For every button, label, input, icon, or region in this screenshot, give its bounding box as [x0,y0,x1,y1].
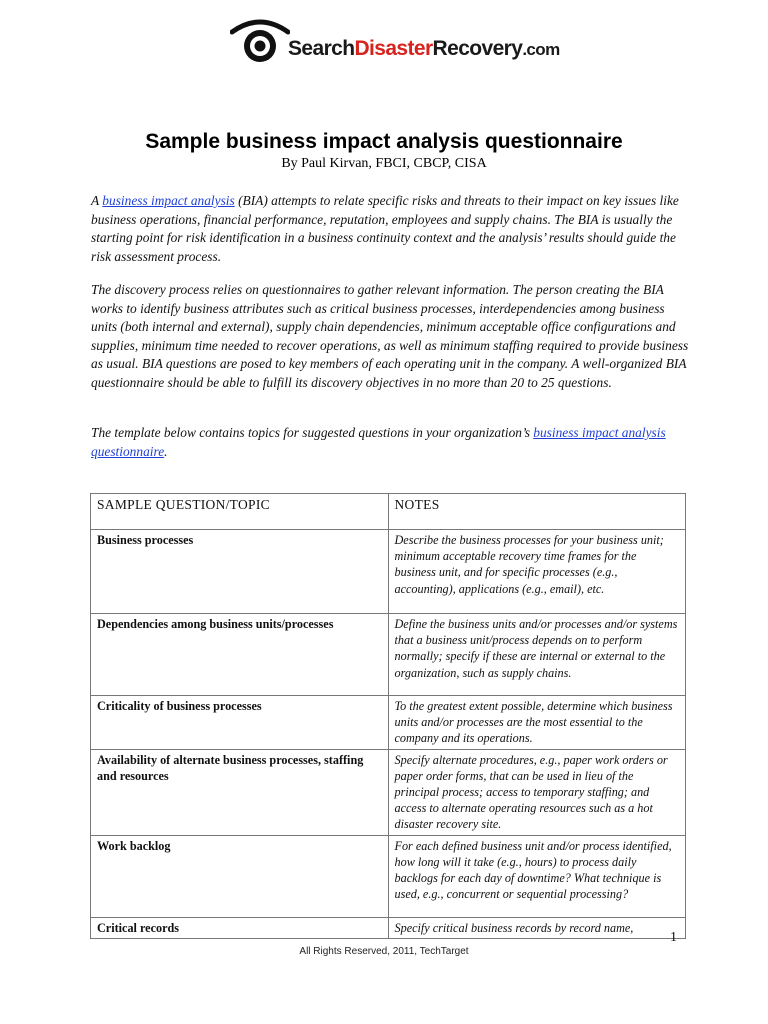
logo-text-search: Search [288,37,355,60]
topic-cell: Critical records [91,917,389,938]
table-row [91,614,686,696]
template-period: . [164,443,168,459]
topic-cell: Work backlog [91,835,389,917]
table-row [91,696,686,750]
bia-link[interactable]: business impact analysis [102,193,235,208]
table-row [91,749,686,835]
topic-cell: Dependencies among business units/processes [91,614,389,696]
logo-text-dotcom: .com [522,40,560,59]
topic-cell: Criticality of business processes [91,696,389,750]
logo-wordmark [288,37,560,62]
logo-text-disaster: Disaster [354,37,433,60]
author-byline: By Paul Kirvan, FBCI, CBCP, CISA [281,156,487,171]
template-text: The template below contains topics for suggested questions in your organization’s [91,425,534,440]
notes-cell: To the greatest extent possible, determine which business units and/or processes are the most essential to the company and its operations. [388,696,686,750]
copyright-footer: All Rights Reserved, 2011, TechTarget [299,946,469,957]
page-number: 1 [670,930,677,945]
bia-questionnaire-link[interactable]: business impact analysis questionnaire [91,425,666,459]
intro-prefix: A [91,193,103,208]
table-header-row [91,494,686,530]
discovery-paragraph: The discovery process relies on questionnaires to gather relevant information. The person creating the BIA works to identify business attributes such as critical business processes, interdependencies among business units (both internal and external), supply chain dependencies, minimum acceptable office configurations and supplies, minimum time needed to recover operations, as well as minimum staffing required to provide business as usual. BIA questions are posed to key members of each operating unit in the company. A well-organized BIA questionnaire should be able to fulfill its discovery objectives in no more than 20 to 25 questions. [91,282,689,390]
column-header-topic: SAMPLE QUESTION/TOPIC [91,494,389,530]
notes-cell: For each defined business unit and/or process identified, how long will it take (e.g., hours) to process daily backlogs for each day of downtime? What technique is used, e.g., concurrent or sequential processing? [388,835,686,917]
intro-paragraph [91,192,691,266]
topic-cell: Availability of alternate business processes, staffing and resources [91,749,389,835]
site-logo[interactable] [230,18,560,68]
template-paragraph [91,424,691,461]
table-row [91,917,686,938]
logo-text-recovery: Recovery [432,37,523,60]
topic-cell: Business processes [91,530,389,614]
notes-cell: Specify critical business records by record name, [388,917,686,938]
eye-icon [230,18,290,68]
table-row [91,530,686,614]
notes-cell: Define the business units and/or processes and/or systems that a business unit/process depends on to perform normally; specify if these are internal or external to the organization, such as supply chains. [388,614,686,696]
intro-text: (BIA) attempts to relate specific risks and threats to their impact on key issues like business operations, financial performance, reputation, employees and supply chains. The BIA is usually the starting point for risk identification in a business continuity context and the analysis’ results should guide the risk assessment process. [91,193,679,264]
column-header-notes: NOTES [388,494,686,530]
notes-cell: Describe the business processes for your business unit; minimum acceptable recovery time frames for the business unit, and for specific processes (e.g., accounting), applications (e.g., email), etc. [388,530,686,614]
notes-cell: Specify alternate procedures, e.g., paper work orders or paper order forms, that can be used in lieu of the principal process; access to temporary staffing; and access to alternate operating resources such as a hot disaster recovery site. [388,749,686,835]
document-title: Sample business impact analysis questionnaire [145,130,623,153]
questionnaire-table [90,493,686,939]
table-row [91,835,686,917]
